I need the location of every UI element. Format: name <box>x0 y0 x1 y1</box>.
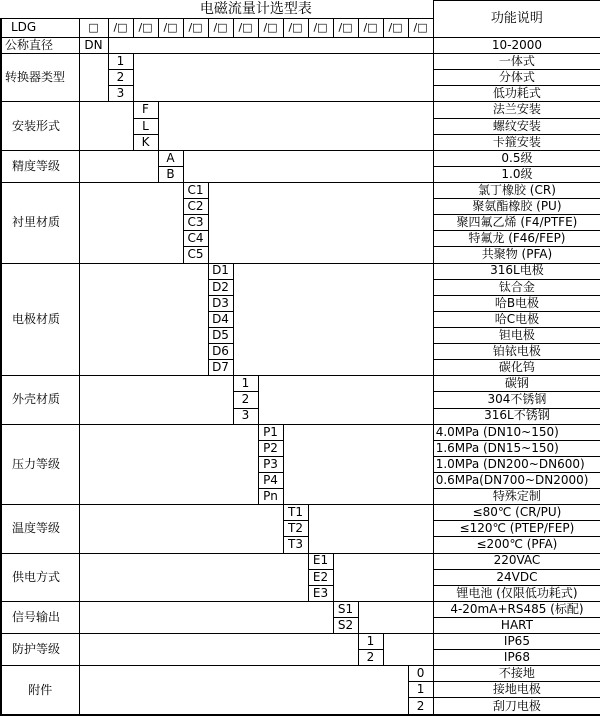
desc-cell: 哈C电极 <box>433 311 600 327</box>
category-cell: 公称直径 <box>1 38 79 54</box>
code-cell: 1 <box>108 54 133 70</box>
desc-cell: 卡箍安装 <box>433 134 600 150</box>
category-cell: 供电方式 <box>1 553 79 601</box>
code-cell: P4 <box>258 472 283 488</box>
code-cell: 2 <box>358 650 383 666</box>
code-cell: D3 <box>208 295 233 311</box>
spacer-cell <box>233 263 433 376</box>
code-cell: D7 <box>208 360 233 376</box>
category-cell: 压力等级 <box>1 424 79 505</box>
desc-cell: 0.5级 <box>433 150 600 166</box>
model-code-box: /□ <box>158 19 183 38</box>
model-code-box: /□ <box>233 19 258 38</box>
code-cell: C3 <box>183 215 208 231</box>
code-cell: D1 <box>208 263 233 279</box>
model-code-box: /□ <box>208 19 233 38</box>
code-cell: E1 <box>308 553 333 569</box>
desc-cell: HART <box>433 617 600 633</box>
code-cell: S2 <box>333 617 358 633</box>
desc-cell: 碳化钨 <box>433 360 600 376</box>
code-cell: DN <box>79 38 108 54</box>
desc-cell: 1.6MPa (DN15~150) <box>433 440 600 456</box>
code-cell: 1 <box>358 634 383 650</box>
desc-cell: IP65 <box>433 634 600 650</box>
desc-cell: 220VAC <box>433 553 600 569</box>
code-cell: C4 <box>183 231 208 247</box>
code-cell: C5 <box>183 247 208 263</box>
spacer-cell <box>158 102 433 150</box>
code-cell: T1 <box>283 505 308 521</box>
code-cell: P2 <box>258 440 283 456</box>
desc-cell: 聚氨酯橡胶 (PU) <box>433 199 600 215</box>
desc-cell: 1.0级 <box>433 166 600 182</box>
model-code-box: /□ <box>133 19 158 38</box>
code-cell: 0 <box>408 666 433 682</box>
spacer-cell <box>79 54 108 102</box>
spacer-cell <box>79 102 133 150</box>
spacer-cell <box>383 634 433 666</box>
spacer-cell <box>79 601 333 633</box>
desc-cell: 分体式 <box>433 70 600 86</box>
spacer-cell <box>133 54 433 102</box>
spacer-cell <box>79 666 408 715</box>
code-cell: Pn <box>258 489 283 505</box>
spacer-cell <box>79 376 233 424</box>
model-code-box: /□ <box>258 19 283 38</box>
category-cell: 防护等级 <box>1 634 79 666</box>
model-code-box: /□ <box>183 19 208 38</box>
desc-cell: 钽电极 <box>433 327 600 343</box>
code-cell: C1 <box>183 182 208 198</box>
desc-cell: 碳钢 <box>433 376 600 392</box>
code-cell: D2 <box>208 279 233 295</box>
category-cell: 电极材质 <box>1 263 79 376</box>
code-cell: C2 <box>183 199 208 215</box>
code-cell: D5 <box>208 327 233 343</box>
model-prefix-cell: LDG <box>1 19 79 38</box>
desc-cell: 一体式 <box>433 54 600 70</box>
desc-cell: 低功耗式 <box>433 86 600 102</box>
desc-cell: 螺纹安装 <box>433 118 600 134</box>
page-title: 电磁流量计选型表 <box>1 1 433 19</box>
code-cell: 3 <box>233 408 258 424</box>
spacer-cell <box>79 424 258 505</box>
code-cell: T3 <box>283 537 308 553</box>
model-code-box: /□ <box>383 19 408 38</box>
model-code-box: □ <box>79 19 108 38</box>
desc-cell: 钛合金 <box>433 279 600 295</box>
code-cell: B <box>158 166 183 182</box>
code-cell: T2 <box>283 521 308 537</box>
model-code-box: /□ <box>358 19 383 38</box>
spacer-cell <box>208 182 433 263</box>
desc-cell: 316L电极 <box>433 263 600 279</box>
spacer-cell <box>108 38 433 54</box>
model-code-box: /□ <box>333 19 358 38</box>
desc-cell: 聚四氟乙烯 (F4/PTFE) <box>433 215 600 231</box>
desc-cell: ≤120℃ (PTEP/FEP) <box>433 521 600 537</box>
spacer-cell <box>183 150 433 182</box>
category-cell: 精度等级 <box>1 150 79 182</box>
code-cell: D4 <box>208 311 233 327</box>
desc-cell: ≤200℃ (PFA) <box>433 537 600 553</box>
desc-cell: 接地电极 <box>433 682 600 698</box>
desc-cell: 4.0MPa (DN10~150) <box>433 424 600 440</box>
model-code-box: /□ <box>108 19 133 38</box>
code-cell: E2 <box>308 569 333 585</box>
desc-cell: 氯丁橡胶 (CR) <box>433 182 600 198</box>
spacer-cell <box>79 634 358 666</box>
category-cell: 信号输出 <box>1 601 79 633</box>
desc-cell: 10-2000 <box>433 38 600 54</box>
desc-cell: 1.0MPa (DN200~DN600) <box>433 456 600 472</box>
category-cell: 附件 <box>1 666 79 715</box>
desc-cell: 刮刀电极 <box>433 698 600 715</box>
desc-cell: 316L不锈钢 <box>433 408 600 424</box>
code-cell: 2 <box>233 392 258 408</box>
code-cell: 3 <box>108 86 133 102</box>
spacer-cell <box>79 182 183 263</box>
desc-cell: 24VDC <box>433 569 600 585</box>
model-code-box: /□ <box>308 19 333 38</box>
desc-cell: 0.6MPa(DN700~DN2000) <box>433 472 600 488</box>
code-cell: D6 <box>208 344 233 360</box>
model-code-box: /□ <box>283 19 308 38</box>
code-cell: L <box>133 118 158 134</box>
code-cell: 1 <box>233 376 258 392</box>
desc-cell: 304不锈钢 <box>433 392 600 408</box>
category-cell: 衬里材质 <box>1 182 79 263</box>
code-cell: 2 <box>408 698 433 715</box>
desc-cell: 4-20mA+RS485 (标配) <box>433 601 600 617</box>
spacer-cell <box>79 263 208 376</box>
category-cell: 外壳材质 <box>1 376 79 424</box>
spacer-cell <box>258 376 433 424</box>
code-cell: S1 <box>333 601 358 617</box>
desc-cell: 特殊定制 <box>433 489 600 505</box>
model-code-box: /□ <box>408 19 433 38</box>
desc-cell: 法兰安装 <box>433 102 600 118</box>
desc-cell: 哈B电极 <box>433 295 600 311</box>
code-cell: K <box>133 134 158 150</box>
spacer-cell <box>79 553 308 601</box>
spacer-cell <box>358 601 433 633</box>
spacer-cell <box>333 553 433 601</box>
desc-cell: 共聚物 (PFA) <box>433 247 600 263</box>
category-cell: 安装形式 <box>1 102 79 150</box>
code-cell: E3 <box>308 585 333 601</box>
spacer-cell <box>283 424 433 505</box>
desc-cell: 铂铱电极 <box>433 344 600 360</box>
spacer-cell <box>79 150 158 182</box>
desc-cell: 不接地 <box>433 666 600 682</box>
category-cell: 转换器类型 <box>1 54 79 102</box>
code-cell: P3 <box>258 456 283 472</box>
desc-cell: ≤80℃ (CR/PU) <box>433 505 600 521</box>
category-cell: 温度等级 <box>1 505 79 553</box>
code-cell: A <box>158 150 183 166</box>
function-description-header: 功能说明 <box>433 1 600 38</box>
code-cell: F <box>133 102 158 118</box>
desc-cell: IP68 <box>433 650 600 666</box>
code-cell: P1 <box>258 424 283 440</box>
code-cell: 1 <box>408 682 433 698</box>
desc-cell: 特氟龙 (F46/FEP) <box>433 231 600 247</box>
spacer-cell <box>308 505 433 553</box>
code-cell: 2 <box>108 70 133 86</box>
spacer-cell <box>79 505 283 553</box>
desc-cell: 锂电池 (仅限低功耗式) <box>433 585 600 601</box>
